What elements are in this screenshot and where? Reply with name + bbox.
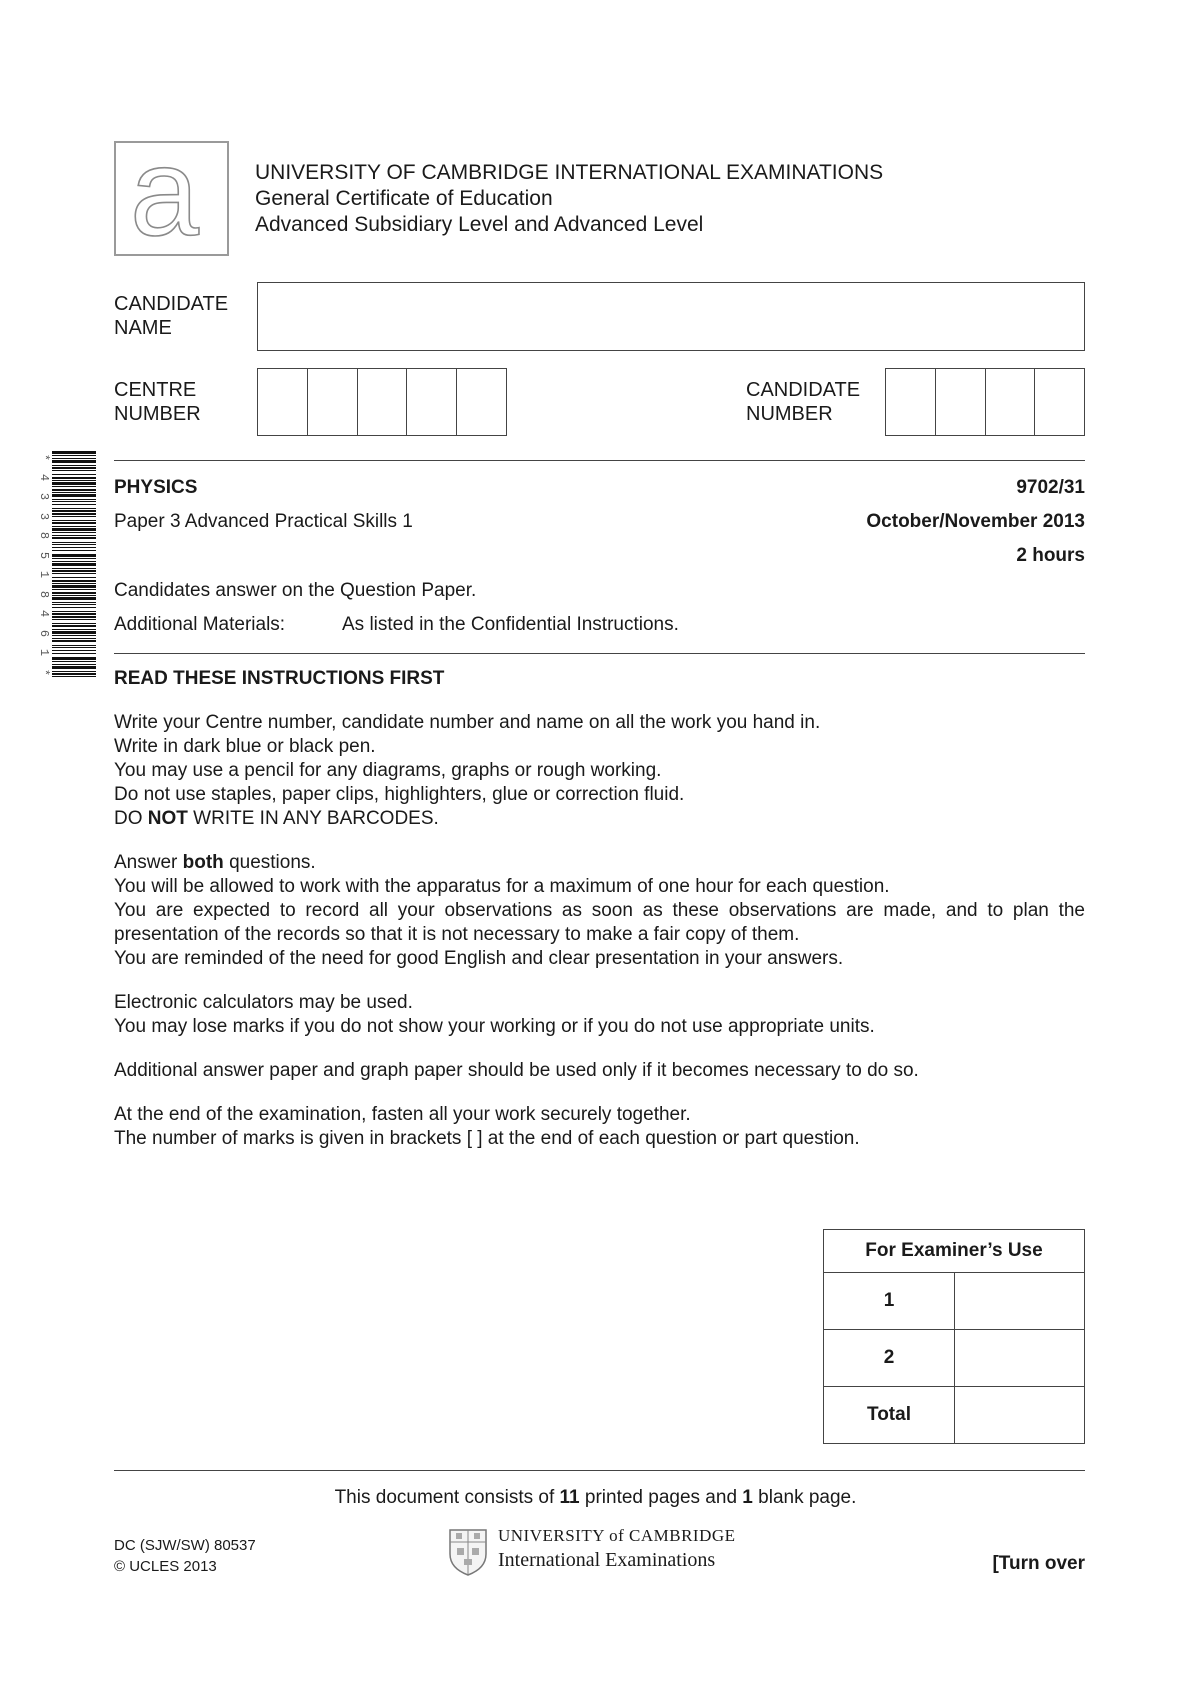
barcode-digit: * xyxy=(37,453,52,462)
centre-number-cell[interactable] xyxy=(407,369,457,435)
instruction-line: You are reminded of the need for good English and clear presentation in your answers. xyxy=(114,948,844,969)
barcode-bar xyxy=(52,604,96,605)
instruction-line: The number of marks is given in brackets [ ] at the end of each question or part question. xyxy=(114,1128,860,1149)
barcode-bar xyxy=(52,638,96,639)
barcode-digit: 1 xyxy=(37,649,52,657)
barcode-digit: 4 xyxy=(37,473,52,481)
candidate-name-label xyxy=(114,292,228,340)
centre-number-cell[interactable] xyxy=(457,369,506,435)
text-run: printed pages and xyxy=(579,1487,743,1508)
turn-over-note: [Turn over xyxy=(992,1553,1085,1574)
text-run: WRITE IN ANY BARCODES. xyxy=(187,808,439,829)
instruction-line: You are expected to record all your observations as soon as these observations are made, and to plan the xyxy=(114,900,1085,921)
candidate-number-label-line1: CANDIDATE xyxy=(746,379,861,401)
divider xyxy=(114,653,1085,654)
barcode-bar xyxy=(52,537,96,539)
page-count-note xyxy=(0,1486,1191,1510)
instruction-line: You may lose marks if you do not show your working or if you do not use appropriate units. xyxy=(114,1016,875,1037)
barcode-bar xyxy=(52,522,96,524)
text-run: blank page. xyxy=(752,1487,857,1508)
certificate-title: General Certificate of Education xyxy=(255,187,553,210)
barcode-bar xyxy=(52,585,96,588)
candidate-number-label-line2: NUMBER xyxy=(746,403,833,425)
barcode-bar xyxy=(52,477,96,479)
barcode-bar xyxy=(52,661,96,662)
barcode-bar xyxy=(52,561,96,562)
paper-code: 9702/31 xyxy=(1016,477,1085,498)
instruction-line: Write in dark blue or black pen. xyxy=(114,736,376,757)
instruction-line: Electronic calculators may be used. xyxy=(114,992,413,1013)
barcode-bar xyxy=(52,625,96,627)
instructions-paragraph xyxy=(114,1103,1085,1151)
barcode-digit: 6 xyxy=(37,629,52,637)
candidate-name-label-line2: NAME xyxy=(114,317,172,339)
paper-title: Paper 3 Advanced Practical Skills 1 xyxy=(114,511,413,532)
barcode-bar xyxy=(52,455,96,456)
answer-location: Candidates answer on the Question Paper. xyxy=(114,580,477,601)
centre-number-field[interactable] xyxy=(257,368,507,436)
barcode-bar xyxy=(52,597,96,600)
barcode-bar xyxy=(52,619,96,620)
barcode-bar xyxy=(52,535,96,536)
barcode-digit: 8 xyxy=(37,590,52,598)
barcode-bar xyxy=(52,482,96,485)
barcode-bar xyxy=(52,544,96,545)
barcode-bar xyxy=(52,508,96,509)
barcode-bar xyxy=(52,499,96,500)
barcode-bar xyxy=(52,650,96,651)
barcode-bar xyxy=(52,563,96,566)
centre-number-cell[interactable] xyxy=(358,369,408,435)
logo-letter: a xyxy=(130,143,199,254)
barcode-bar xyxy=(52,671,96,672)
instruction-line: Write your Centre number, candidate number and name on all the work you hand in. xyxy=(114,712,821,733)
barcode-bar xyxy=(52,664,96,665)
barcode-bar xyxy=(52,602,96,603)
candidate-number-cell[interactable] xyxy=(1035,369,1084,435)
barcode-digit: 3 xyxy=(37,492,52,501)
blank-page-count: 1 xyxy=(742,1487,753,1508)
subject: PHYSICS xyxy=(114,477,198,498)
copyright: © UCLES 2013 xyxy=(114,1558,217,1575)
barcode-digit: 8 xyxy=(37,532,52,540)
candidate-name-field[interactable] xyxy=(257,282,1085,351)
barcode-bar xyxy=(52,577,96,578)
exam-board-logo xyxy=(114,141,229,256)
document-reference: DC (SJW/SW) 80537 xyxy=(114,1537,256,1554)
barcode-bar xyxy=(52,504,96,505)
examiner-row-label: 1 xyxy=(824,1273,955,1330)
barcode-bar xyxy=(52,486,96,487)
examiner-use-table xyxy=(823,1229,1085,1444)
barcode-digits xyxy=(36,451,52,679)
barcode-bar xyxy=(52,592,96,594)
centre-number-label-line1: CENTRE xyxy=(114,379,197,401)
barcode-bar xyxy=(52,666,96,669)
materials-label: Additional Materials: xyxy=(114,614,286,635)
barcode-bar xyxy=(52,550,96,551)
text-run: DO xyxy=(114,808,148,829)
barcode-digit: * xyxy=(37,668,52,676)
candidate-number-label xyxy=(746,378,860,426)
divider xyxy=(114,460,1085,461)
barcode-bar xyxy=(52,623,96,624)
barcode-bar xyxy=(52,568,96,569)
barcode-bar xyxy=(52,573,96,574)
instruction-line: You will be allowed to work with the apparatus for a maximum of one hour for each question. xyxy=(114,876,890,897)
barcode-bar xyxy=(52,451,96,454)
instruction-line: Do not use staples, paper clips, highlighters, glue or correction fluid. xyxy=(114,784,685,805)
examiner-mark-cell[interactable] xyxy=(955,1330,1085,1387)
barcode-bar xyxy=(52,494,96,497)
barcode-bar xyxy=(52,528,96,531)
barcode-bar xyxy=(52,589,96,590)
barcode-bar xyxy=(52,513,96,515)
examiner-mark-cell[interactable] xyxy=(955,1387,1085,1444)
barcode-bar xyxy=(52,657,96,660)
barcode-bar xyxy=(52,583,96,584)
barcode-bar xyxy=(52,465,96,466)
barcode-bar xyxy=(52,516,96,517)
barcode-bar xyxy=(52,480,96,481)
candidate-number-field[interactable] xyxy=(885,368,1085,436)
barcode-digit: 5 xyxy=(37,551,52,559)
centre-number-label-line2: NUMBER xyxy=(114,403,201,425)
barcode-bar xyxy=(52,458,96,459)
barcode-bar xyxy=(52,607,96,608)
barcode-bar xyxy=(52,542,96,543)
barcode-bar xyxy=(52,645,96,646)
barcode-bar xyxy=(52,629,96,630)
barcode-bar xyxy=(52,613,96,615)
instruction-line: At the end of the examination, fasten all your work securely together. xyxy=(114,1104,691,1125)
barcode-digit: 1 xyxy=(37,571,52,579)
barcode-bar xyxy=(52,470,96,471)
barcode-bar xyxy=(52,631,96,634)
barcode-digit: 4 xyxy=(37,610,52,618)
barcode-bar xyxy=(52,611,96,612)
divider xyxy=(114,1470,1085,1471)
barcode-bar xyxy=(52,554,96,557)
instructions-paragraph xyxy=(114,991,1085,1039)
org-name: UNIVERSITY OF CAMBRIDGE INTERNATIONAL EXAMINATIONS xyxy=(255,161,884,184)
barcode-bar xyxy=(52,647,96,648)
barcode-bar xyxy=(52,501,96,502)
barcode-bar xyxy=(52,640,96,642)
instructions xyxy=(114,667,1085,1171)
materials-value: As listed in the Confidential Instructions. xyxy=(342,614,679,635)
exam-duration: 2 hours xyxy=(1016,545,1085,566)
emphasis: both xyxy=(182,852,224,873)
cambridge-logo-line2: International Examinations xyxy=(498,1549,716,1571)
candidate-number-cell[interactable] xyxy=(936,369,986,435)
barcode-bar xyxy=(52,676,96,677)
examiner-table-heading: For Examiner’s Use xyxy=(824,1230,1085,1273)
examiner-row-label: 2 xyxy=(824,1330,955,1387)
centre-number-label xyxy=(114,378,201,426)
exam-session: October/November 2013 xyxy=(866,511,1085,532)
instruction-line: You may use a pencil for any diagrams, graphs or rough working. xyxy=(114,760,662,781)
barcode-bar xyxy=(52,580,96,582)
barcode-bar xyxy=(52,558,96,559)
barcode-bar xyxy=(52,460,96,463)
examiner-mark-cell[interactable] xyxy=(955,1273,1085,1330)
examiner-row-label: Total xyxy=(824,1387,955,1444)
cambridge-crest-icon xyxy=(448,1528,488,1576)
instructions-heading: READ THESE INSTRUCTIONS FIRST xyxy=(114,668,445,689)
instruction-line xyxy=(114,851,1085,875)
level-title: Advanced Subsidiary Level and Advanced Level xyxy=(255,213,704,236)
barcode-bar xyxy=(52,547,96,548)
barcode-bar xyxy=(52,489,96,491)
barcode-bar xyxy=(52,474,96,475)
barcode-bar xyxy=(52,492,96,493)
cambridge-logo-line1: UNIVERSITY of CAMBRIDGE xyxy=(498,1526,736,1545)
barcode-bar xyxy=(52,635,96,636)
barcode-bar xyxy=(52,510,96,512)
barcode xyxy=(52,451,96,679)
centre-number-cell[interactable] xyxy=(308,369,358,435)
barcode-bar xyxy=(52,467,96,469)
barcode-bar xyxy=(52,520,96,521)
instructions-paragraph xyxy=(114,1059,1085,1083)
barcode-bar xyxy=(52,616,96,618)
instruction-line: presentation of the records so that it is not necessary to make a fair copy of them. xyxy=(114,924,800,945)
emphasis: NOT xyxy=(147,808,188,829)
barcode-bar xyxy=(52,532,96,533)
barcode-bar xyxy=(52,526,96,527)
barcode-bar xyxy=(52,595,96,596)
printed-page-count: 11 xyxy=(559,1487,580,1508)
barcode-digit: 3 xyxy=(37,512,52,520)
candidate-name-label-line1: CANDIDATE xyxy=(114,293,229,315)
text-run: This document consists of xyxy=(334,1487,560,1508)
instructions-paragraph xyxy=(114,851,1085,971)
barcode-bar xyxy=(52,673,96,675)
instruction-line: Additional answer paper and graph paper should be used only if it becomes necessary to do so. xyxy=(114,1060,919,1081)
instruction-line xyxy=(114,807,1085,831)
candidate-number-cell[interactable] xyxy=(986,369,1036,435)
text-run: Answer xyxy=(114,852,183,873)
candidate-number-cell[interactable] xyxy=(886,369,936,435)
barcode-bar xyxy=(52,653,96,654)
barcode-bar xyxy=(52,570,96,572)
instructions-paragraph xyxy=(114,711,1085,831)
centre-number-cell[interactable] xyxy=(258,369,308,435)
text-run: questions. xyxy=(223,852,316,873)
